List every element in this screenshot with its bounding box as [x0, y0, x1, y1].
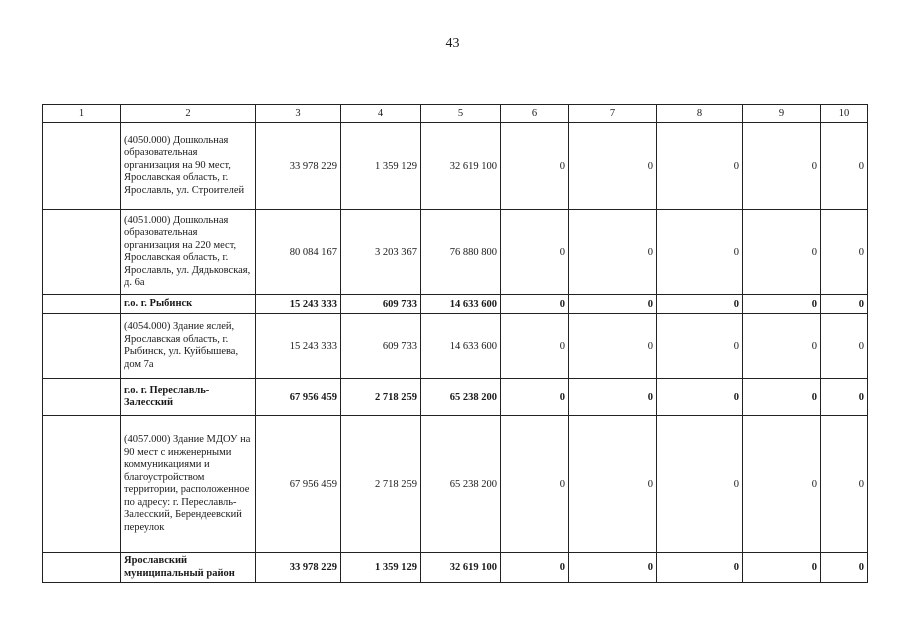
table-cell: 0: [569, 553, 657, 583]
table-cell: 0: [821, 553, 868, 583]
table-cell: 15 243 333: [256, 314, 341, 379]
budget-table: [42, 104, 868, 583]
table-cell: 0: [501, 553, 569, 583]
table-cell: 3 203 367: [341, 210, 421, 295]
table-cell: 0: [743, 210, 821, 295]
table-cell: 0: [657, 210, 743, 295]
column-header: 6: [501, 105, 569, 123]
column-header: 8: [657, 105, 743, 123]
table-cell: 32 619 100: [421, 553, 501, 583]
table-row: [43, 210, 868, 295]
table-cell: 0: [821, 210, 868, 295]
table-cell: 609 733: [341, 314, 421, 379]
municipality-name: Ярославский муниципальный район: [121, 553, 256, 583]
table-row-subtotal: [43, 295, 868, 314]
page-number: 43: [445, 36, 460, 51]
table-cell: 33 978 229: [256, 553, 341, 583]
table-cell: 14 633 600: [421, 314, 501, 379]
object-description: (4050.000) Дошкольная образовательная организация на 90 мест, Ярославская область, г. Ярославль, ул. Строителей: [121, 123, 256, 210]
table-row-subtotal: [43, 553, 868, 583]
table-cell: 67 956 459: [256, 379, 341, 416]
table-cell: [43, 379, 121, 416]
table-cell: 0: [501, 210, 569, 295]
table-row: [43, 123, 868, 210]
table-cell: 0: [821, 123, 868, 210]
table-cell: 0: [569, 379, 657, 416]
column-header: 10: [821, 105, 868, 123]
object-description: (4051.000) Дошкольная образовательная организация на 220 мест, Ярославская область, г. Ярославль, ул. Дядьковская, д. 6а: [121, 210, 256, 295]
table-row: [43, 416, 868, 553]
municipality-name: г.о. г. Переславль-Залесский: [121, 379, 256, 416]
table-cell: 0: [657, 416, 743, 553]
table-cell: 0: [657, 553, 743, 583]
table-cell: 67 956 459: [256, 416, 341, 553]
table-cell: 0: [657, 379, 743, 416]
table-cell: 0: [569, 123, 657, 210]
table-cell: 0: [569, 416, 657, 553]
table-cell: 32 619 100: [421, 123, 501, 210]
table-cell: 0: [821, 295, 868, 314]
table-cell: 0: [501, 379, 569, 416]
table-cell: [43, 295, 121, 314]
municipality-name: г.о. г. Рыбинск: [121, 295, 256, 314]
table-cell: 33 978 229: [256, 123, 341, 210]
table-cell: 0: [743, 295, 821, 314]
table-cell: 0: [569, 295, 657, 314]
table-cell: 0: [743, 416, 821, 553]
table-cell: 0: [743, 553, 821, 583]
table-cell: 2 718 259: [341, 416, 421, 553]
object-description: (4054.000) Здание яслей, Ярославская область, г. Рыбинск, ул. Куйбышева, дом 7а: [121, 314, 256, 379]
column-header: 2: [121, 105, 256, 123]
table-cell: 609 733: [341, 295, 421, 314]
table-cell: 0: [501, 314, 569, 379]
table-cell: 0: [657, 123, 743, 210]
table-cell: 0: [569, 210, 657, 295]
table-header-row: [43, 105, 868, 123]
column-header: 3: [256, 105, 341, 123]
table-row: [43, 314, 868, 379]
table-cell: 0: [501, 416, 569, 553]
table-cell: 2 718 259: [341, 379, 421, 416]
table-cell: 76 880 800: [421, 210, 501, 295]
table-cell: [43, 553, 121, 583]
column-header: 4: [341, 105, 421, 123]
table-cell: 0: [743, 314, 821, 379]
column-header: 9: [743, 105, 821, 123]
table-cell: 0: [501, 123, 569, 210]
table-cell: 14 633 600: [421, 295, 501, 314]
table-cell: 0: [821, 379, 868, 416]
table-cell: 0: [657, 295, 743, 314]
table-cell: [43, 210, 121, 295]
table-cell: 0: [657, 314, 743, 379]
table-cell: 0: [569, 314, 657, 379]
table-cell: 0: [501, 295, 569, 314]
column-header: 5: [421, 105, 501, 123]
table-cell: 0: [743, 123, 821, 210]
table-cell: 1 359 129: [341, 553, 421, 583]
table-cell: 65 238 200: [421, 416, 501, 553]
table-cell: 0: [821, 416, 868, 553]
column-header: 1: [43, 105, 121, 123]
column-header: 7: [569, 105, 657, 123]
table-cell: 0: [821, 314, 868, 379]
table-cell: [43, 123, 121, 210]
table-cell: 80 084 167: [256, 210, 341, 295]
table-cell: [43, 416, 121, 553]
table-cell: 65 238 200: [421, 379, 501, 416]
table-cell: 1 359 129: [341, 123, 421, 210]
table-cell: [43, 314, 121, 379]
table-cell: 15 243 333: [256, 295, 341, 314]
table-row-subtotal: [43, 379, 868, 416]
table-cell: 0: [743, 379, 821, 416]
object-description: (4057.000) Здание МДОУ на 90 мест с инженерными коммуникациями и благоустройством территории, расположенное по адресу: г. Переславль-Залесский, Берендеевский переулок: [121, 416, 256, 553]
